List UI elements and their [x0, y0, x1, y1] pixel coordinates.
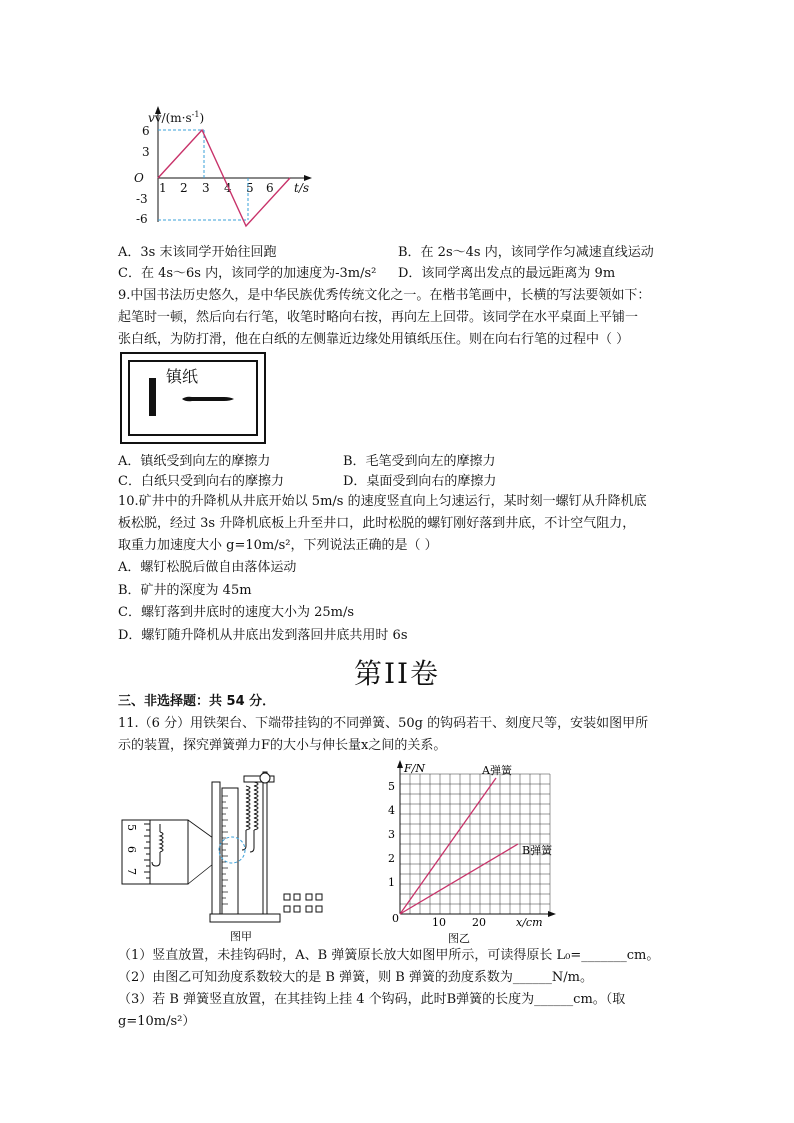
- vt-graph: [118, 100, 328, 230]
- q9-option-c: C．白纸只受到向右的摩擦力: [118, 474, 284, 489]
- fx-ytick: 2: [388, 852, 395, 865]
- fig-a-caption: 图甲: [230, 930, 252, 942]
- paperweight-label: 镇纸: [166, 367, 199, 386]
- q11-sub1: （1）竖直放置，未挂钩码时，A、B 弹簧原长放大如图甲所示，可读得原长 L₀=_______cm。: [118, 948, 660, 963]
- fx-label-a: A弹簧: [482, 764, 512, 777]
- clamp-knob: [260, 773, 270, 783]
- vt-xlabel: t/s: [294, 181, 310, 195]
- q10-option-c: C．螺钉落到井底时的速度大小为 25m/s: [118, 605, 354, 620]
- vt-ytick: 3: [142, 145, 150, 159]
- q8-option-c: C．在 4s～6s 内，该同学的加速度为-3m/s²: [118, 266, 377, 281]
- fx-y-arrow: [397, 760, 403, 768]
- vt-xtick: 5: [246, 181, 254, 195]
- q11-sub2: （2）由图乙可知劲度系数较大的是 B 弹簧，则 B 弹簧的劲度系数为______N/m。: [118, 970, 593, 985]
- q10-option-b: B．矿井的深度为 45m: [118, 583, 252, 598]
- vt-xtick: 4: [224, 181, 232, 195]
- zoom-box: [150, 820, 188, 884]
- vt-origin: O: [134, 171, 144, 185]
- fx-line-a: [400, 778, 496, 914]
- q11-sub3-line1: （3）若 B 弹簧竖直放置，在其挂钩上挂 4 个钩码，此时B弹簧的长度为______cm。（取: [118, 992, 626, 1007]
- q11-sub3-line2: g=10m/s²）: [118, 1014, 196, 1029]
- vt-ytick: 6: [142, 124, 150, 138]
- fx-origin: 0: [392, 912, 399, 925]
- fx-ytick: 3: [388, 828, 395, 841]
- weights: [284, 894, 322, 912]
- q11-stem-line1: 11.（6 分）用铁架台、下端带挂钩的不同弹簧、50g 的钩码若干、刻度尺等，安装如图甲所: [118, 716, 649, 731]
- fx-line-b: [400, 844, 518, 914]
- q9-option-a: A．镇纸受到向左的摩擦力: [118, 454, 271, 469]
- paperweight: [149, 378, 156, 416]
- stand-base: [210, 914, 280, 922]
- q10-stem-line2: 板松脱，经过 3s 升降机底板上升至井口，此时松脱的螺钉刚好落到井底，不计空气阻力，: [118, 516, 636, 531]
- fx-x-arrow: [548, 911, 556, 917]
- vt-ylabel: $vv/(m\cdot s^{-1})$: [148, 110, 205, 125]
- zoom-ruler-label: 7: [125, 868, 138, 875]
- q9-stem-line2: 起笔时一顿，然后向右行笔，收笔时略向右按，再向左上回带。该同学在水平桌面上平铺一: [118, 310, 639, 325]
- ruler: [222, 788, 238, 914]
- stand-rod: [263, 772, 267, 914]
- zoom-ruler-label: 5: [125, 824, 138, 831]
- fx-xtick: 10: [432, 916, 446, 929]
- q9-option-d: D．桌面受到向右的摩擦力: [343, 474, 497, 489]
- q10-stem-line3: 取重力加速度大小 g=10m/s²，下列说法正确的是（ ）: [118, 538, 438, 553]
- q9-stem-line1: 9.中国书法历史悠久，是中华民族优秀传统文化之一。在楷书笔画中，长横的写法要领如下：: [118, 288, 651, 303]
- q10-option-a: A．螺钉松脱后做自由落体运动: [118, 560, 297, 575]
- q10-stem-line1: 10.矿井中的升降机从井底开始以 5m/s 的速度竖直向上匀速运行，某时刻一螺钉从升降机底: [118, 494, 647, 509]
- q9-option-b: B．毛笔受到向左的摩擦力: [343, 454, 496, 469]
- fx-ytick: 1: [388, 876, 395, 889]
- fx-xtick: 20: [472, 916, 486, 929]
- q8-option-a: A．3s 末该同学开始往回跑: [118, 245, 277, 260]
- q9-stem-line3: 张白纸，为防打滑，他在白纸的左侧靠近边缘处用镇纸压住。则在向右行笔的过程中（ ）: [118, 332, 630, 347]
- fx-ylabel: F/N: [404, 762, 425, 775]
- spring-b: [254, 782, 258, 830]
- brush-stroke: [182, 397, 234, 402]
- vt-xtick: 1: [159, 181, 167, 195]
- q10-option-d: D．螺钉随升降机从井底出发到落回井底共用时 6s: [118, 628, 408, 643]
- vt-xtick: 6: [266, 181, 274, 195]
- vt-xtick: 2: [180, 181, 188, 195]
- fx-ytick: 4: [388, 804, 395, 817]
- zoom-ruler-label: 6: [125, 846, 138, 853]
- vt-ytick: -3: [136, 192, 148, 206]
- fx-label-b: B弹簧: [522, 844, 553, 857]
- q8-option-b: B．在 2s～4s 内，该同学作匀减速直线运动: [398, 245, 654, 260]
- section-heading: 三、非选择题：共 54 分．: [118, 694, 276, 709]
- q8-option-d: D．该同学离出发点的最远距离为 9m: [398, 266, 616, 281]
- fx-graph: [370, 758, 570, 946]
- vt-ytick: -6: [136, 212, 148, 226]
- spring-a: [246, 786, 250, 830]
- calligraphy-figure: [120, 352, 266, 444]
- fx-ytick: 5: [388, 780, 395, 793]
- fig-b-caption: 图乙: [448, 932, 470, 945]
- vt-xtick: 3: [202, 181, 210, 195]
- fx-xlabel: x/cm: [516, 916, 543, 929]
- apparatus-figure: [118, 766, 338, 942]
- q11-stem-line2: 示的装置，探究弹簧弹力F的大小与伸长量x之间的关系。: [118, 738, 447, 753]
- part-title: 第II卷: [353, 657, 441, 690]
